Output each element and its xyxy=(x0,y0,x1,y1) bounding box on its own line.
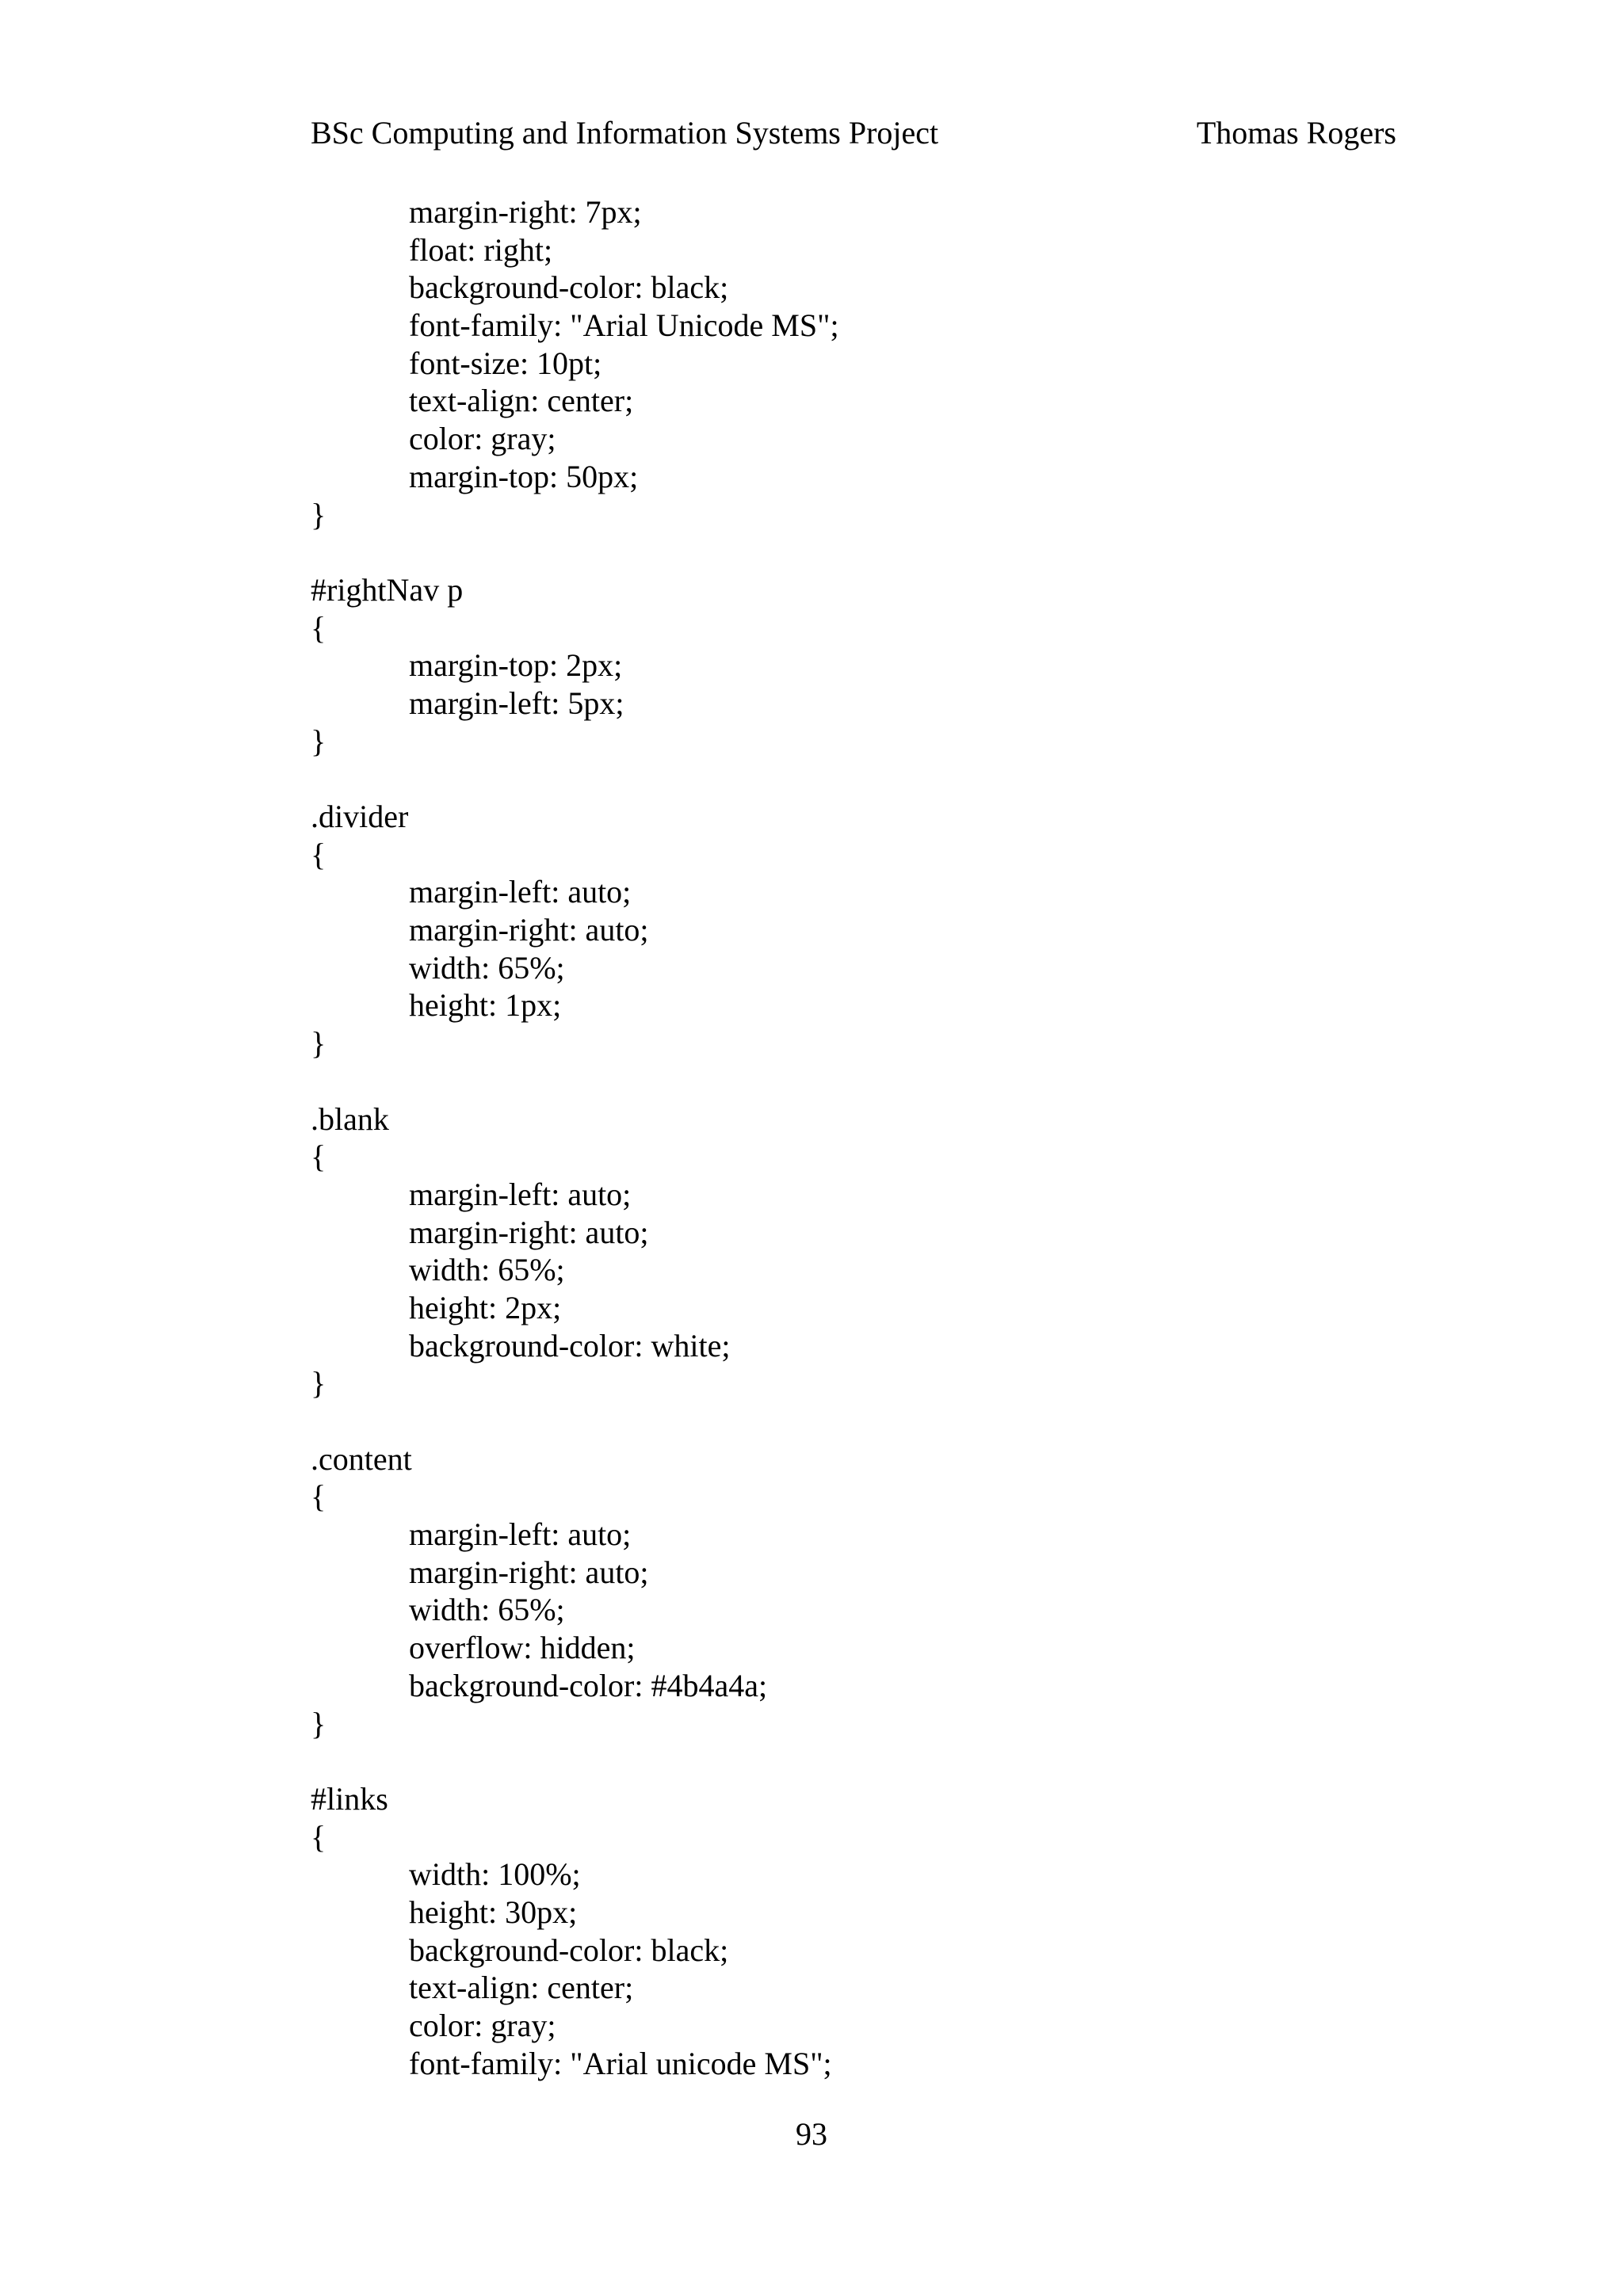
code-line: background-color: #4b4a4a; xyxy=(409,1667,768,1703)
page-number: 93 xyxy=(796,2116,827,2152)
author-name: Thomas Rogers xyxy=(1196,115,1396,151)
code-line: width: 65%; xyxy=(409,949,565,986)
code-line: } xyxy=(311,1025,327,1062)
code-line: margin-left: auto; xyxy=(409,1176,632,1212)
code-line: text-align: center; xyxy=(409,383,634,419)
code-line: } xyxy=(311,496,327,532)
code-line: width: 100%; xyxy=(409,1856,581,1893)
code-line: width: 65%; xyxy=(409,1592,565,1628)
code-line: margin-top: 2px; xyxy=(409,647,623,684)
code-line: float: right; xyxy=(409,231,553,268)
code-line: { xyxy=(311,609,327,646)
code-line: font-size: 10pt; xyxy=(409,345,602,381)
code-line: #rightNav p xyxy=(311,571,464,608)
code-line: height: 2px; xyxy=(409,1289,562,1325)
code-line: { xyxy=(311,836,327,872)
code-listing xyxy=(311,193,1420,2082)
document-title: BSc Computing and Information Systems Project xyxy=(311,115,939,151)
code-line: background-color: black; xyxy=(409,1932,729,1968)
page-header xyxy=(311,113,1396,154)
code-line: { xyxy=(311,1478,327,1515)
code-line: margin-right: auto; xyxy=(409,912,649,948)
code-line: { xyxy=(311,1818,327,1855)
code-line: } xyxy=(311,723,327,759)
code-line: margin-right: auto; xyxy=(409,1214,649,1250)
code-line: .divider xyxy=(311,799,409,834)
code-line: font-family: "Arial Unicode MS"; xyxy=(409,307,839,344)
code-line: margin-left: auto; xyxy=(409,874,632,910)
code-line: overflow: hidden; xyxy=(409,1630,636,1666)
blank-line xyxy=(311,533,1420,571)
code-line: } xyxy=(311,1365,327,1402)
code-line: { xyxy=(311,1138,327,1175)
blank-line xyxy=(311,1062,1420,1100)
code-line: margin-left: 5px; xyxy=(409,685,624,721)
code-line: background-color: black; xyxy=(409,269,729,306)
code-line: color: gray; xyxy=(409,2008,556,2043)
code-line: width: 65%; xyxy=(409,1252,565,1288)
code-line: font-family: "Arial unicode MS"; xyxy=(409,2045,832,2081)
code-line: margin-right: 7px; xyxy=(409,194,642,230)
blank-line xyxy=(311,1742,1420,1780)
code-line: #links xyxy=(311,1780,388,1817)
code-line: margin-top: 50px; xyxy=(409,458,639,494)
code-line: height: 1px; xyxy=(409,987,562,1024)
blank-line xyxy=(311,760,1420,798)
code-line: background-color: white; xyxy=(409,1327,731,1363)
code-line: margin-left: auto; xyxy=(409,1516,632,1553)
code-line: margin-right: auto; xyxy=(409,1554,649,1590)
code-line: text-align: center; xyxy=(409,1970,634,2006)
code-line: } xyxy=(311,1705,327,1741)
code-line: color: gray; xyxy=(409,421,556,457)
code-line: height: 30px; xyxy=(409,1894,578,1930)
code-line: .blank xyxy=(311,1100,389,1137)
blank-line xyxy=(311,1402,1420,1440)
code-line: .content xyxy=(311,1440,412,1477)
